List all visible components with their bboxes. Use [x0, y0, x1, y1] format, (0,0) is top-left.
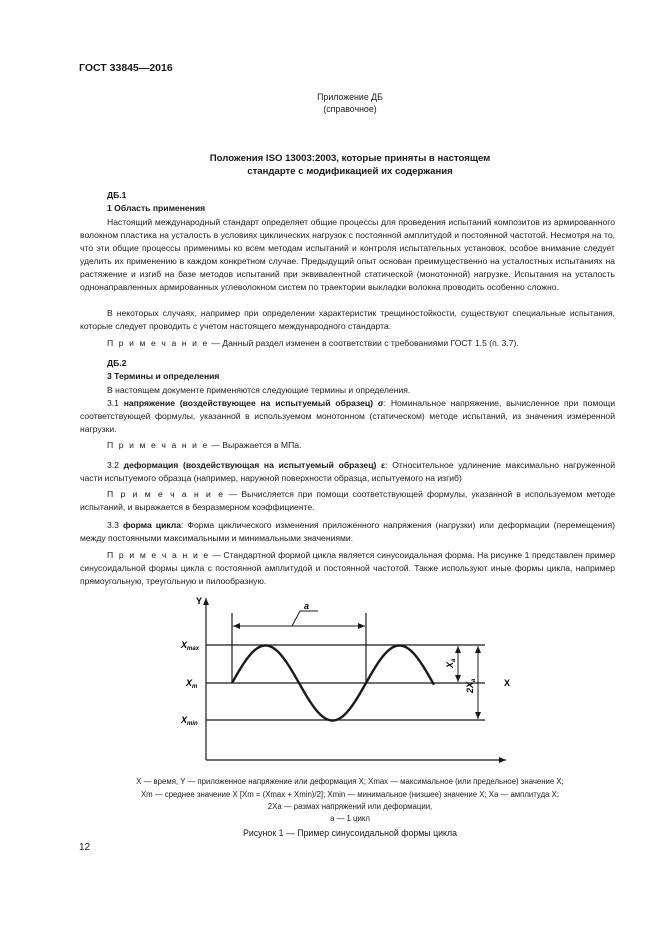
appendix-subtitle: (справочное): [323, 104, 377, 114]
section-1-paragraph-2: В некоторых случаях, например при определении характеристик трещиностойкости, существуют специальные испытания, которые следует проводить с учетом настоящего международного стандарта.: [80, 308, 615, 331]
figure-legend-line4: a — 1 цикл: [330, 814, 370, 823]
figure-caption: Рисунок 1 — Пример синусоидальной формы цикла: [243, 828, 457, 838]
svg-text:2Xa: $2X_a$: [465, 678, 477, 693]
xm-label: $X_m$: [186, 678, 198, 690]
main-title-line1: Положения ISO 13003:2003, которые приняты в настоящем: [209, 153, 491, 164]
term-3-1: 3.1 напряжение (воздействующее на испытуемый образец) σ: Номинальное напряжение, вычисленное при помощи соответствующей формулы, указанной в используемом монотонном (статическом) методе испытаний, из значения измеренной нагрузки.: [80, 398, 615, 434]
document-header: ГОСТ 33845—2016: [79, 62, 173, 74]
main-title-line2: стандарте с модификацией их содержания: [247, 166, 453, 177]
term-3-3: 3.3 форма цикла: Форма циклического изменения приложенного напряжения (нагрузки) или деформации (перемещения) между постоянными максимальными и минимальными значениями.: [80, 520, 615, 543]
term-3-1-note: П р и м е ч а н и е — Выражается в МПа.: [107, 440, 302, 450]
cycle-leader: [292, 611, 300, 626]
cycle-label: a: [304, 601, 310, 611]
figure-legend-line2: Xm — среднее значение X [Xm = (Xmax + Xmin)/2]; Xmin — минимальное (низшее) значение X; Xa — амплитуда X;: [140, 790, 559, 799]
page-number: 12: [79, 842, 91, 853]
term-3-3-note: П р и м е ч а н и е — Стандартной формой цикла является синусоидальная форма. На рисунке 1 представлен пример синусоидальной формы цикла с постоянной амплитудой и постоянной частотой. Также используют иные формы цикла, например прямоугольную, треугольную и пилообразную.: [80, 550, 615, 586]
term-3-2: 3.2 деформация (воздействующая на испытуемый образец) ε: Относительное удлинение максимально нагруженной части испытуемого образца (например, наружной поверхности образца, испытуемого на изгиб): [80, 460, 615, 483]
xmin-label: $X_{min}$: [181, 715, 198, 727]
section-2-heading: 3 Термины и определения: [107, 371, 220, 381]
y-axis-label: Y: [196, 596, 203, 606]
section-1-heading: 1 Область применения: [107, 203, 206, 213]
section-1-paragraph-1: Настоящий международный стандарт определяет общие процессы для проведения испытаний композитов из армированного волокном пластика на усталость в условиях циклических нагрузок с постоянной амплитудой и постоянной частотой. Несмотря на то, что эти общие процессы применимы ко всем методам испытаний и контроля испытательных установок, особое внимание следует уделить их применению в каждом конкретном случае. Предыдущий опыт основан преимущественно на усталостных испытаниях на растяжение и изгиб на базе методов испытаний при эквивалентной статической (монотонной) нагрузке. Испытания на усталость однонаправленных армированных углеволокном систем по траектории выкладки волокна проводить особенно сложно.: [80, 217, 615, 292]
range-label: [465, 678, 477, 694]
section-2-id: ДБ.2: [107, 358, 127, 368]
figure-legend-line3: 2Xa — размах напряжений или деформации,: [267, 802, 433, 811]
svg-text:Xa: $X_a$: [445, 658, 457, 668]
section-1-id: ДБ.1: [107, 190, 127, 200]
x-axis-label: X: [504, 678, 511, 688]
appendix-title: Приложение ДБ: [317, 92, 383, 102]
figure-legend-line1: X — время, Y — приложенное напряжение или деформация X; Xmax — максимальное (или предельное) значение X;: [136, 777, 564, 786]
section-2-intro: В настоящем документе применяются следующие термины и определения.: [107, 385, 411, 395]
section-1-note: П р и м е ч а н и е — Данный раздел изменен в соответствии с требованиями ГОСТ 1.5 (п. 3.7).: [107, 338, 519, 348]
xmax-label: $X_{max}$: [181, 640, 200, 652]
amplitude-label: [445, 658, 457, 669]
term-3-2-note: П р и м е ч а н и е — Вычисляется при помощи соответствующей формулы, указанной в используемом методе испытаний, и выражается в безразмерном коэффициенте.: [80, 489, 615, 512]
